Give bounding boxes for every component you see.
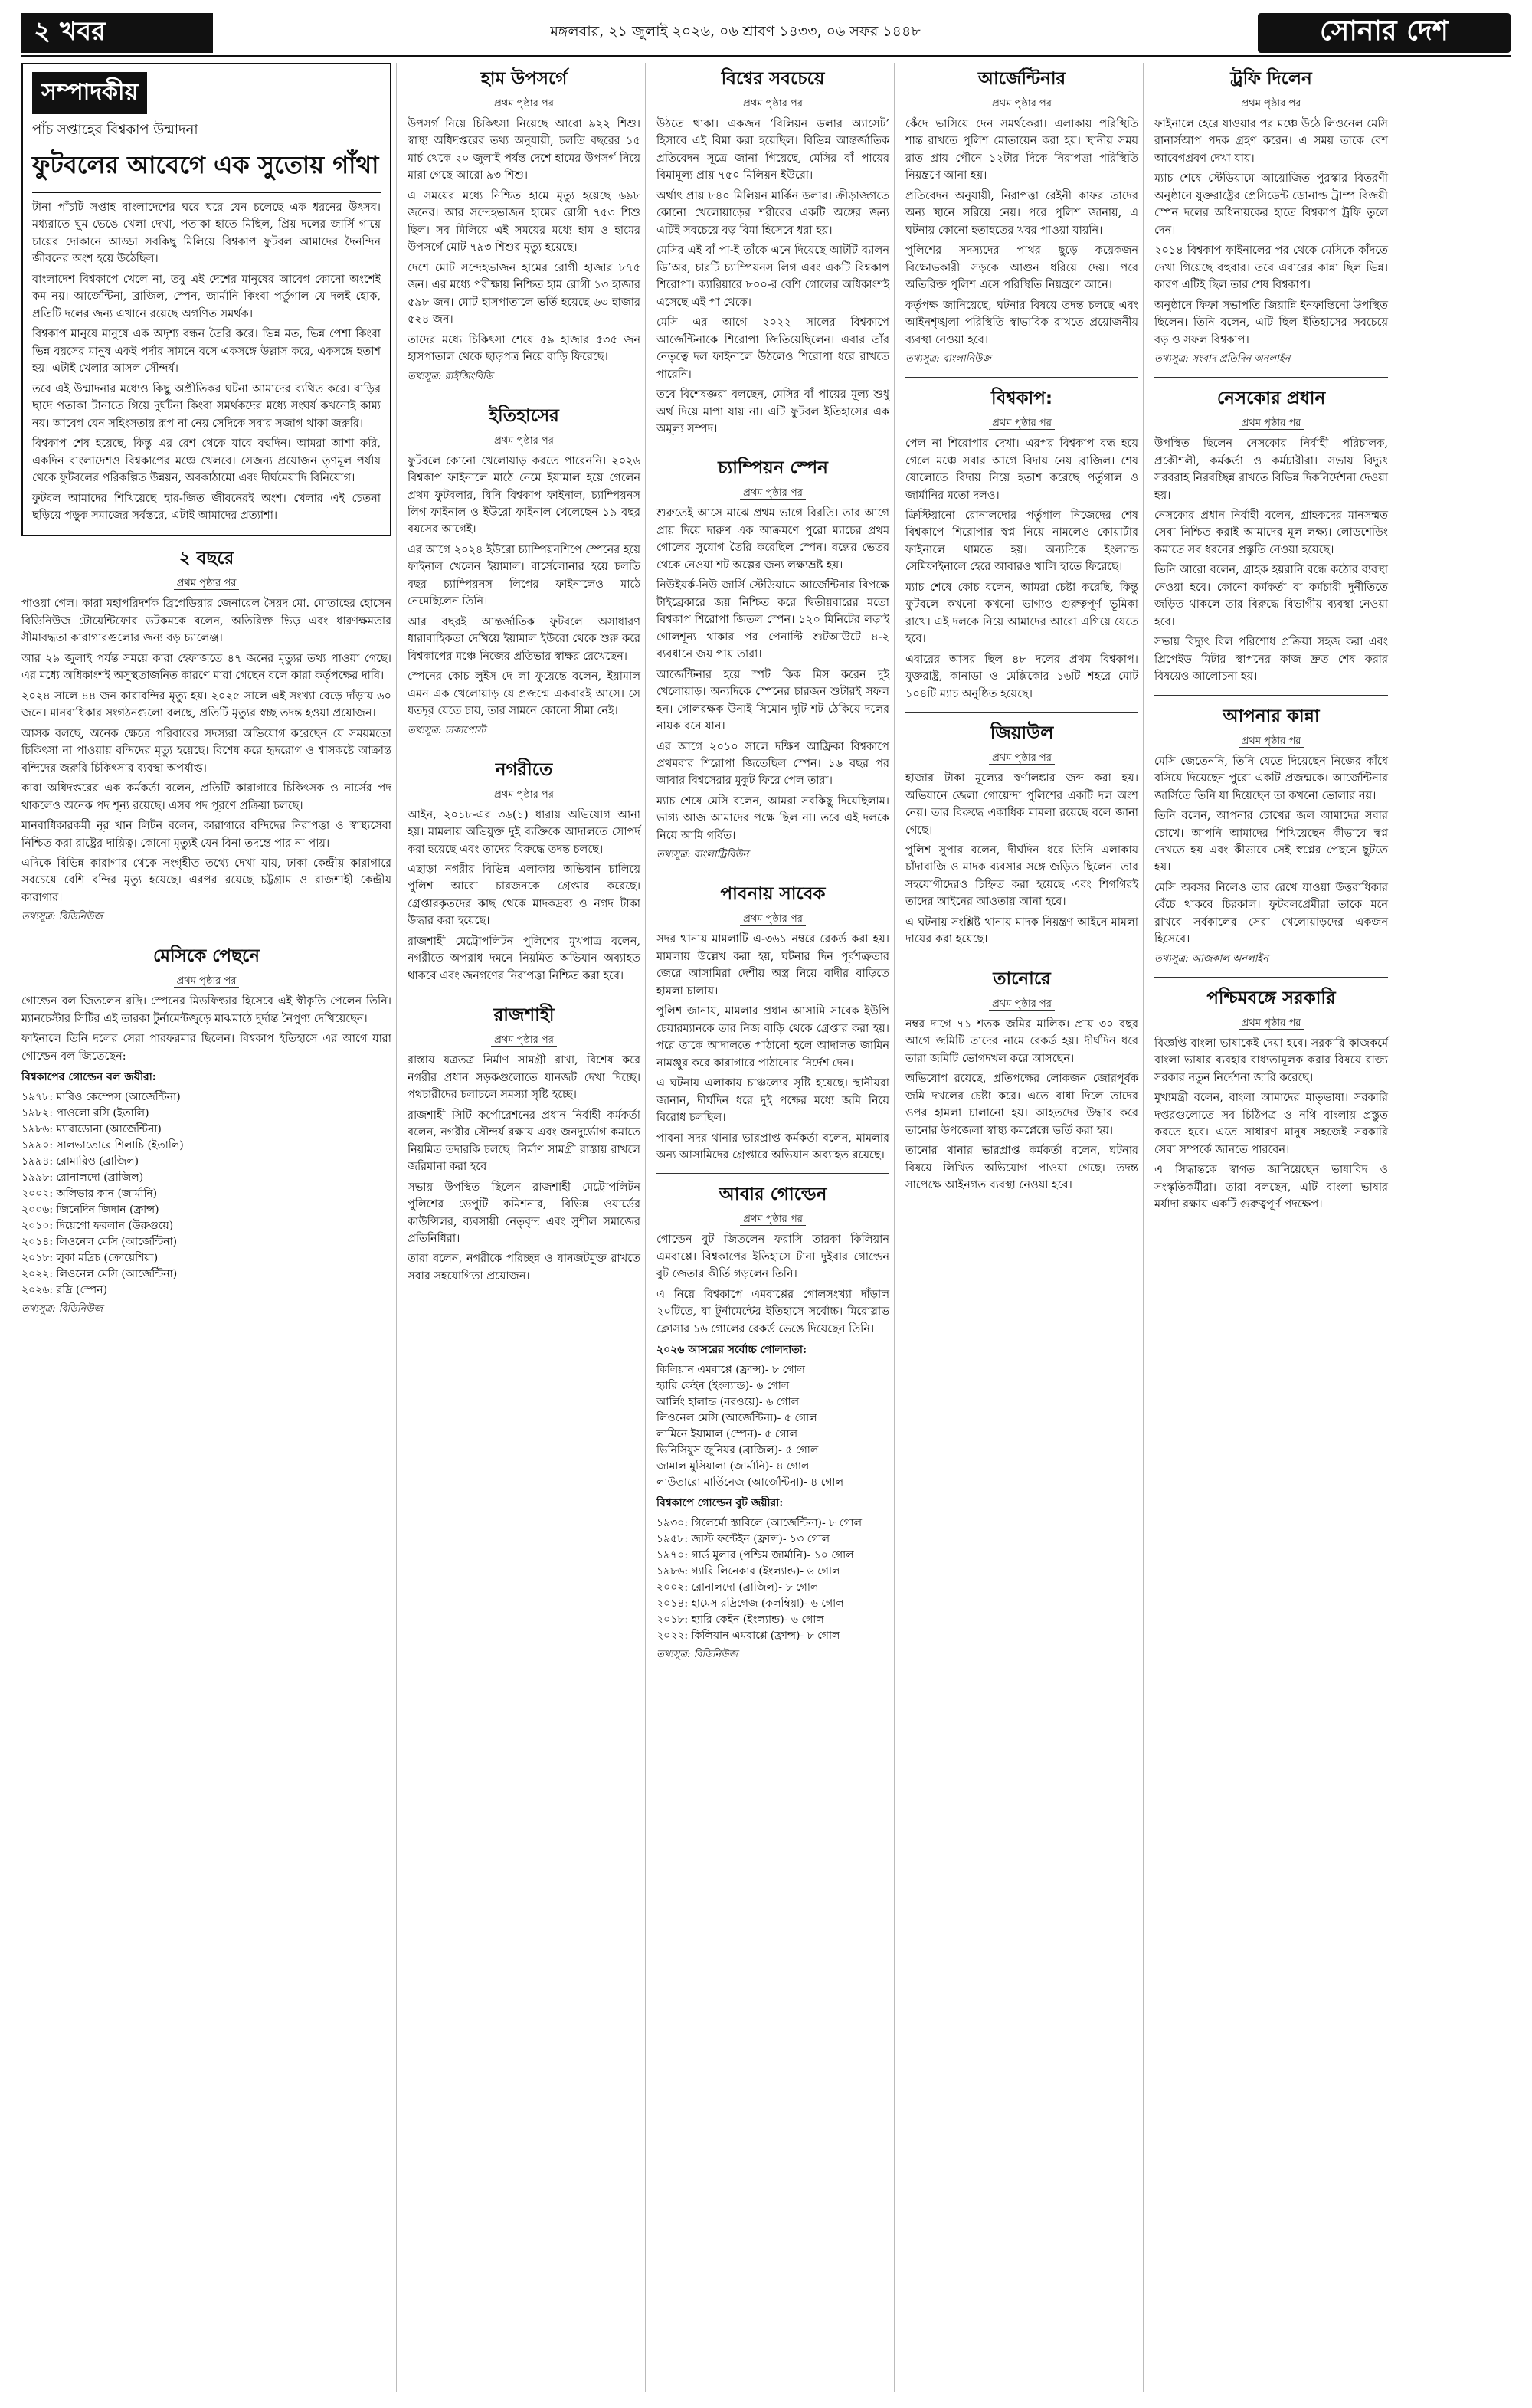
list-item: ১৯৯৪: রোমারিও (ব্রাজিল) [21,1155,139,1168]
article-paragraph: ম্যাচ শেষে স্টেডিয়ামে আয়োজিত পুরস্কার বিতরণী অনুষ্ঠানে যুক্তরাষ্ট্রের প্রেসিডেন্ট ডোনাল্ড ট্রাম্প বিজয়ী স্পেন দলের অধিনায়কের হাতে বিশ্বকাপ ট্রফি তুলে দেন। [1154,172,1388,237]
article-paragraph: মেসি অবসর নিলেও তার রেখে যাওয়া উত্তরাধিকার বেঁচে থাকবে চিরকাল। ফুটবলপ্রেমীরা তাকে মনে রাখবে সর্বকালের সেরা খেলোয়াড়দের একজন হিসেবে। [1154,881,1388,946]
article-paragraph: কর্তৃপক্ষ জানিয়েছে, ঘটনার বিষয়ে তদন্ত চলছে এবং আইনশৃঙ্খলা পরিস্থিতি স্বাভাবিক রাখতে প্রয়োজনীয় ব্যবস্থা নেওয়া হবে। [905,299,1138,346]
article-paragraph: গোল্ডেন বুট জিতলেন ফরাসি তারকা কিলিয়ান এমবাপ্পে। বিশ্বকাপের ইতিহাসে টানা দুইবার গোল্ডেন বুট জেতার কীর্তি গড়লেন তিনি। [656,1233,889,1281]
continued-label: প্রথম পৃষ্ঠার পর [1154,416,1388,432]
article-paragraph: তারা বলেন, নগরীকে পরিচ্ছন্ন ও যানজটমুক্ত রাখতে সবার সহযোগিতা প্রয়োজন। [408,1253,640,1283]
article-paragraph: ম্যাচ শেষে কোচ বলেন, আমরা চেষ্টা করেছি, কিন্তু ফুটবলে কখনো কখনো ভাগ্যও গুরুত্বপূর্ণ ভূমিকা রাখে। এই দলকে নিয়ে আমাদের আরো এগিয়ে যেতে হবে। [905,581,1138,646]
article-paragraph: অভিযোগ রয়েছে, প্রতিপক্ষের লোকজন জোরপূর্বক জমি দখলের চেষ্টা করে। এতে বাধা দিলে তাদের ওপর হামলা চালানো হয়। আহতদের উদ্ধার করে তানোর উপজেলা স্বাস্থ্য কমপ্লেক্সে ভর্তি করা হয়। [905,1073,1138,1137]
continued-label: প্রথম পৃষ্ঠার পর [408,1033,640,1049]
editorial-paragraph: বিশ্বকাপ শেষ হয়েছে, কিন্তু এর রেশ থেকে যাবে বহুদিন। আমরা আশা করি, একদিন বাংলাদেশও বিশ্বকাপের মঞ্চে খেলবে। সেজন্য প্রয়োজন তৃণমূল পর্যায় থেকে ফুটবলের পরিকল্পিত উন্নয়ন, অবকাঠামো এবং দীর্ঘমেয়াদি বিনিয়োগ। [32,437,381,485]
article-paragraph: উঠতে থাকা। একজন ‘বিলিয়ন ডলার অ্যাসেট’ হিসাবে এই বিমা করা হয়েছিল। বিভিন্ন আন্তর্জাতিক প্রতিবেদন সূত্রে জানা গিয়েছে, মেসির বাঁ পায়ের বিমামূল্য প্রায় ৭৫০ মিলিয়ন ইউরো। [656,118,889,182]
article-paragraph: বিজ্ঞপ্তি বাংলা ভাষাকেই দেয়া হবে। সরকারি কাজকর্মে বাংলা ভাষার ব্যবহার বাধ্যতামূলক করার বিষয়ে রাজ্য সরকার নতুন নির্দেশনা জারি করেছে। [1154,1037,1388,1084]
article-headline: আবার গোল্ডেন [719,1184,827,1205]
list-item: জামাল মুসিয়ালা (জার্মানি)- ৪ গোল [656,1460,810,1473]
article-paragraph: মেসি জেতেননি, তিনি যেতে দিয়েছেন নিজের কাঁধে বসিয়ে দিয়েছেন পুরো একটি প্রজন্মকে। আর্জেন্টিনার জার্সিতে তিনি যা দিয়েছেন তা কখনো ভোলার নয়। [1154,755,1388,802]
article-headline: ট্রফি দিলেন [1230,69,1312,89]
article-argentina [905,64,1138,368]
article-worldcup [905,384,1138,703]
article-paragraph: হাজার টাকা মূল্যের স্বর্ণালঙ্কার জব্দ করা হয়। অভিযানে জেলা গোয়েন্দা পুলিশের একটি দল অংশ নেয়। তার বিরুদ্ধে একাধিক মামলা রয়েছে বলে জানা গেছে। [905,772,1138,837]
continued-label: প্রথম পৃষ্ঠার পর [1154,97,1388,113]
article-paragraph: সভায় বিদ্যুৎ বিল পরিশোধ প্রক্রিয়া সহজ করা এবং প্রিপেইড মিটার স্থাপনের কাজ দ্রুত শেষ করার বিষয়েও আলোচনা হয়। [1154,636,1388,683]
article-paragraph: আর বছরই আন্তর্জাতিক ফুটবলে অসাধারণ ধারাবাহিকতা দেখিয়ে ইয়ামাল ইউরো থেকে শুরু করে বিশ্বকাপের মঞ্চে নিজের প্রতিভার স্বাক্ষর রেখেছেন। [408,615,640,663]
article-west-bengal [1154,984,1388,1214]
article-paragraph: এবারের আসর ছিল ৪৮ দলের প্রথম বিশ্বকাপ। যুক্তরাষ্ট্র, কানাডা ও মেক্সিকোর ১৬টি শহরে মোট ১০৪টি ম্যাচ অনুষ্ঠিত হয়েছে। [905,653,1138,700]
list-item: ১৯৮৬: ম্যারাডোনা (আর্জেন্টিনা) [21,1123,162,1136]
list-item: ২০২২: কিলিয়ান এমবাপ্পে (ফ্রান্স)- ৮ গোল [656,1630,840,1643]
article-source: তথ্যসূত্র: সংবাদ প্রতিদিন অনলাইন [1154,353,1291,365]
article-paragraph: ক্রিস্টিয়ানো রোনালদোর পর্তুগাল নিজেদের শেষ বিশ্বকাপে শিরোপার স্বপ্ন নিয়ে নামলেও কোয়ার্টার ফাইনালে থামতে হয়। অন্যদিকে ইংল্যান্ড সেমিফাইনালে হেরে আবারও খালি হাতে ফিরেছে। [905,509,1138,574]
editorial-paragraph: বিশ্বকাপ মানুষে মানুষে এক অদৃশ্য বন্ধন তৈরি করে। ভিন্ন মত, ভিন্ন পেশা কিংবা ভিন্ন বয়সের মানুষ একই পর্দার সামনে বসে একসঙ্গে উল্লাস করে, একসঙ্গে হতাশ হয়। এটাই খেলার আসল সৌন্দর্য। [32,328,381,375]
article-paragraph: আসক বলছে, অনেক ক্ষেত্রে পরিবারের সদস্যরা অভিযোগ করেছেন যে সময়মতো চিকিৎসা না পাওয়ায় বন্দিদের মৃত্যু হয়েছে। বিশেষ করে হৃদরোগ ও শ্বাসকষ্টে আক্রান্ত বন্দিদের জরুরি চিকিৎসার ব্যবস্থা অপর্যাপ্ত। [21,727,391,775]
article-paragraph: ফুটবলে কোনো খেলোয়াড় করতে পারেননি। ২০২৬ বিশ্বকাপ ফাইনালে মাঠে নেমে ইয়ামাল হয়ে গেলেন প্রথম ফুটবলার, যিনি বিশ্বকাপ ফাইনাল, চ্যাম্পিয়নস লিগ ফাইনাল ও ইউরো ফাইনাল খেলেছেন ১৯ বছর বয়সের আগেই। [408,454,640,536]
article-headline: রাজশাহী [493,1005,555,1026]
article-headline: ইতিহাসের [489,405,559,426]
article-paragraph: রাজশাহী সিটি কর্পোরেশনের প্রধান নির্বাহী কর্মকর্তা বলেন, নগরীর সৌন্দর্য রক্ষায় এবং জনদুর্ভোগ কমাতে নিয়মিত তদারকি চলছে। নির্মাণ সামগ্রী রাস্তায় রাখলে জরিমানা করা হবে। [408,1109,640,1174]
article-source: তথ্যসূত্র: বিডিনিউজ [21,1303,103,1315]
article-paragraph: তাদের মধ্যে চিকিৎসা শেষে ৫৯ হাজার ৫৩৫ জন হাসপাতাল থেকে ছাড়পত্র নিয়ে বাড়ি ফিরেছে। [408,333,640,364]
article-paragraph: স্পেনের কোচ লুইস দে লা ফুয়েন্তে বলেন, ইয়ামাল এমন এক খেলোয়াড় যে প্রজন্মে একবারই আসে। সে যতদূর যেতে চায়, তার সামনে কোনো সীমা নেই। [408,670,640,718]
article-paragraph: তবে বিশেষজ্ঞরা বলছেন, মেসির বাঁ পায়ের মূল্য শুধু অর্থ দিয়ে মাপা যায় না। এটি ফুটবল ইতিহাসের এক অমূল্য সম্পদ। [656,388,889,435]
article-paragraph: ফাইনালে তিনি দলের সেরা পারফরমার ছিলেন। বিশ্বকাপ ইতিহাসে এর আগে যারা গোল্ডেন বল জিতেছেন: [21,1033,391,1063]
article-headline: বিশ্বকাপ: [990,388,1053,409]
article-headline: তানোরে [993,968,1051,989]
list-item: ১৯৯০: সালভাতোরে শিলাচি (ইতালি) [21,1139,184,1152]
continued-label: প্রথম পৃষ্ঠার পর [1154,1016,1388,1032]
article-paragraph: নিউইয়র্ক-নিউ জার্সি স্টেডিয়ামে আর্জেন্টিনার বিপক্ষে টাইব্রেকারে জয় নিশ্চিত করে দ্বিতীয়বারের মতো বিশ্বকাপ শিরোপা জিতল স্পেন। ১২০ মিনিটের লড়াই গোলশূন্য থাকার পর পেনাল্টি শুটআউটে ৪-২ ব্যবধানে জয় পায় তারা। [656,579,889,661]
list-item: কিলিয়ান এমবাপ্পে (ফ্রান্স)- ৮ গোল [656,1364,805,1377]
article-headline: জিয়াউল [990,723,1054,744]
list-item: ১৯৭০: গার্ড মুলার (পশ্চিম জার্মানি)- ১০ গোল [656,1549,854,1562]
article-paragraph: পাবনা সদর থানার ভারপ্রাপ্ত কর্মকর্তা বলেন, মামলার অন্য আসামিদের গ্রেপ্তারে অভিযান অব্যাহত রয়েছে। [656,1132,889,1161]
list-item: ২০০২: অলিভার কান (জার্মানি) [21,1188,158,1201]
article-your-tears [1154,702,1388,968]
article-paragraph: মেসি এর আগে ২০২২ সালের বিশ্বকাপে আর্জেন্টিনাকে শিরোপা জিতিয়েছিলেন। এবার তাঁর নেতৃত্বে দল ফাইনালে উঠলেও শিরোপা ধরে রাখতে পারেনি। [656,316,889,381]
paper-logo: সোনার দেশ [1258,13,1511,53]
editorial-paragraph: ফুটবল আমাদের শিখিয়েছে হার-জিত জীবনেরই অংশ। খেলার এই চেতনা ছড়িয়ে পড়ুক সমাজের সর্বস্তরে, এটাই আমাদের প্রত্যাশা। [32,492,381,522]
article-headline: নেসকোর প্রধান [1216,388,1326,409]
continued-label: প্রথম পৃষ্ঠার পর [656,1212,889,1228]
article-paragraph: এ ঘটনায় সংশ্লিষ্ট থানায় মাদক নিয়ন্ত্রণ আইনে মামলা দায়ের করা হয়েছে। [905,916,1138,946]
continued-label: প্রথম পৃষ্ঠার পর [656,486,889,502]
article-source: তথ্যসূত্র: বিডিনিউজ [21,911,103,923]
continued-label: প্রথম পৃষ্ঠার পর [905,97,1138,113]
article-headline: পশ্চিমবঙ্গে সরকারি [1206,988,1336,1008]
article-paragraph: দেশে মোট সন্দেহভাজন হামের রোগী হাজার ৮৭৫ জন। এর মধ্যে পরীক্ষায় নিশ্চিত হাম রোগী ১৩ হাজার ৫৯৮ জন। মোট হাসপাতালে ভর্তি হয়েছে ৬৩ হাজার ৫২৪ জন। [408,261,640,326]
article-paragraph: তানোর থানার ভারপ্রাপ্ত কর্মকর্তা বলেন, ঘটনার বিষয়ে লিখিত অভিযোগ পাওয়া গেছে। তদন্ত সাপেক্ষে আইনগত ব্যবস্থা নেওয়া হবে। [905,1145,1138,1192]
divider [1154,695,1388,696]
continued-label: প্রথম পৃষ্ঠার পর [656,912,889,928]
continued-label: প্রথম পৃষ্ঠার পর [905,751,1138,767]
article-paragraph: কেঁদে ভাসিয়ে দেন সমর্থকেরা। এলাকায় পরিস্থিতি শান্ত রাখতে পুলিশ মোতায়েন করা হয়। স্থানীয় সময় রাত প্রায় পৌনে ১২টার দিকে নিরাপত্তা পরিস্থিতি নিয়ন্ত্রণে আনা হয়। [905,118,1138,182]
list-title: বিশ্বকাপে গোল্ডেন বুট জয়ীরা: [656,1497,784,1510]
top-scorers-list [656,1362,889,1491]
editorial-paragraph: টানা পাঁচটি সপ্তাহ বাংলাদেশের ঘরে ঘরে যেন চলেছে এক ধরনের উৎসব। মধ্যরাতে ঘুম ভেঙে খেলা দেখা, পতাকা হাতে মিছিল, প্রিয় দলের জার্সি গায়ে চায়ের দোকানে আড্ডা সবকিছু মিলিয়ে বিশ্বকাপ ফুটবল আমাদের দৈনন্দিন জীবনের অংশ হয়ে উঠেছিল। [32,201,381,266]
editorial-subhead: পাঁচ সপ্তাহের বিশ্বকাপ উন্মাদনা [32,122,198,138]
article-champion-spain [656,454,889,863]
list-item: লাউতারো মার্তিনেজ (আর্জেন্টিনা)- ৪ গোল [656,1476,844,1489]
article-headline: মেসিকে পেছনে [152,946,260,967]
article-city [408,755,640,985]
article-2-years [21,544,391,926]
article-paragraph: পুলিশ জানায়, মামলার প্রধান আসামি সাবেক ইউপি চেয়ারম্যানকে তার নিজ বাড়ি থেকে গ্রেপ্তার করা হয়। পরে তাকে আদালতে পাঠানো হলে আদালত জামিন নামঞ্জুর করে কারাগারে পাঠানোর নির্দেশ দেন। [656,1005,889,1070]
page-label: ২ খবর [21,13,213,53]
article-paragraph: আর ২৯ জুলাই পর্যন্ত সময়ে কারা হেফাজতে ৪৭ জনের মৃত্যুর তথ্য পাওয়া গেছে। এর মধ্যে অধিকাংশই অসুস্থতাজনিত কারণে মারা গেছেন বলে কারা কর্তৃপক্ষের দাবি। [21,652,391,683]
article-paragraph: কারা অধিদপ্তরের এক কর্মকর্তা বলেন, প্রতিটি কারাগারে চিকিৎসক ও নার্সের পদ থাকলেও অনেক পদ শূন্য রয়েছে। এসব পদ পূরণে প্রক্রিয়া চলছে। [21,782,391,812]
article-paragraph: শুরুতেই আসে মাঝে প্রথম ভাগে বিরতি। তার আগে প্রায় দিয়ে দারুণ এক আক্রমণে পুরো ম্যাচের প্রথম গোলের সুযোগ তৈরি করেছিল স্পেন। বক্সের ভেতর থেকে নেওয়া শট অল্পের জন্য লক্ষ্যভ্রষ্ট হয়। [656,507,889,572]
article-paragraph: ২০২৪ সালে ৪৪ জন কারাবন্দির মৃত্যু হয়। ২০২৫ সালে এই সংখ্যা বেড়ে দাঁড়ায় ৬০ জনে। মানবাধিকার সংগঠনগুলো বলছে, প্রতিটি মৃত্যুর স্বচ্ছ তদন্ত হওয়া প্রয়োজন। [21,690,391,720]
article-paragraph: রাস্তায় যত্রতত্র নির্মাণ সামগ্রী রাখা, বিশেষ করে নগরীর প্রধান সড়কগুলোতে যানজট দেখা দিচ্ছে। পথচারীদের চলাচলে সমস্যা সৃষ্টি হচ্ছে। [408,1054,640,1102]
list-item: ১৯৮২: পাওলো রসি (ইতালি) [21,1107,149,1120]
article-history [408,401,640,739]
continued-label: প্রথম পৃষ্ঠার পর [656,97,889,113]
article-measles [408,64,640,385]
article-paragraph: উপস্থিত ছিলেন নেসকোর নির্বাহী পরিচালক, প্রকৌশলী, কর্মকর্তা ও কর্মচারীরা। সভায় বিদ্যুৎ সরবরাহ নিরবচ্ছিন্ন রাখতে বিভিন্ন দিকনির্দেশনা দেওয়া হয়। [1154,437,1388,502]
article-paragraph: নেসকোর প্রধান নির্বাহী বলেন, গ্রাহকদের মানসম্মত সেবা নিশ্চিত করাই আমাদের মূল লক্ষ্য। লোডশেডিং কমাতে সব ধরনের প্রস্তুতি নেওয়া হয়েছে। [1154,509,1388,556]
article-paragraph: পুলিশের সদস্যদের পাথর ছুড়ে কয়েকজন বিক্ষোভকারী সড়কে আগুন ধরিয়ে দেয়। পরে অতিরিক্ত পুলিশ এসে পরিস্থিতি নিয়ন্ত্রণে আনে। [905,244,1138,292]
article-source: তথ্যসূত্র: আজকাল অনলাইন [1154,952,1269,965]
continued-label: প্রথম পৃষ্ঠার পর [408,788,640,804]
article-source: তথ্যসূত্র: বাংলাট্রিবিউন [656,849,749,861]
article-paragraph: মেসির এই বাঁ পা-ই তাঁকে এনে দিয়েছে আটটি ব্যালন ডি’অর, চারটি চ্যাম্পিয়নস লিগ এবং একটি বিশ্বকাপ শিরোপা। ক্যারিয়ারে ৮০০-র বেশি গোলের অধিকাংশই এসেছে এই পা থেকে। [656,244,889,309]
article-paragraph: তিনি আরো বলেন, গ্রাহক হয়রানি বন্ধে কঠোর ব্যবস্থা নেওয়া হবে। কোনো কর্মকর্তা বা কর্মচারী দুর্নীতিতে জড়িত থাকলে তার বিরুদ্ধে বিভাগীয় ব্যবস্থা নেওয়া হবে। [1154,564,1388,628]
article-paragraph: গোল্ডেন বল জিতলেন রদ্রি। স্পেনের মিডফিল্ডার হিসেবে এই স্বীকৃতি পেলেন তিনি। ম্যানচেস্টার সিটির এই তারকা টুর্নামেন্টজুড়ে মাঝমাঠে দুর্দান্ত নৈপুণ্য দেখিয়েছেন। [21,995,391,1025]
continued-label: প্রথম পৃষ্ঠার পর [1154,734,1388,750]
continued-label: প্রথম পৃষ্ঠার পর [21,576,391,592]
continued-label: প্রথম পৃষ্ঠার পর [408,97,640,113]
article-headline: পাবনায় সাবেক [720,884,826,905]
masthead [21,11,1511,57]
article-paragraph: রাজশাহী মেট্রোপলিটন পুলিশের মুখপাত্র বলেন, নগরীতে অপরাধ দমনে নিয়মিত অভিযান অব্যাহত থাকবে এবং জনগণের নিরাপত্তা নিশ্চিত করা হবে। [408,935,640,982]
article-paragraph: পেল না শিরোপার দেখা। এরপর বিশ্বকাপ বন্ধ হয়ে গেলে মঞ্চে সবার আগে বিদায় নেয় ব্রাজিল। শেষ ষোলোতে বিদায় নিয়ে হতাশ করেছে পর্তুগাল ও জার্মানির মতো দলও। [905,437,1138,502]
article-paragraph: তিনি বলেন, আপনার চোখের জল আমাদের সবার চোখে। আপনি আমাদের শিখিয়েছেন কীভাবে স্বপ্ন দেখতে হয় এবং কীভাবে সেই স্বপ্নের পেছনে ছুটতে হয়। [1154,810,1388,874]
article-nesco [1154,384,1388,686]
list-item: ১৯৩০: গিলের্মো স্তাবিলে (আর্জেন্টিনা)- ৮ গোল [656,1517,863,1530]
article-paragraph: ফাইনালে হেরে যাওয়ার পর মঞ্চে উঠে লিওনেল মেসি রানার্সআপ পদক গ্রহণ করেন। এ সময় তাকে বেশ আবেগপ্রবণ দেখা যায়। [1154,118,1388,165]
list-item: ২০১৪: হামেস রদ্রিগেজ (কলম্বিয়া)- ৬ গোল [656,1597,844,1610]
article-paragraph: ম্যাচ শেষে মেসি বলেন, আমরা সবকিছু দিয়েছিলাম। ভাগ্য আজ আমাদের পক্ষে ছিল না। তবে এই দলকে নিয়ে আমি গর্বিত। [656,794,889,842]
article-headline: ২ বছরে [178,549,234,569]
editorial-label: সম্পাদকীয় [32,72,147,114]
article-paragraph: পাওয়া গেল। কারা মহাপরিদর্শক ব্রিগেডিয়ার জেনারেল সৈয়দ মো. মোতাহের হোসেন বিডিনিউজ টোয়েন্টিফোর ডটকমকে বলেন, অতিরিক্ত ভিড় এবং ধারণক্ষমতার সীমাবদ্ধতা কারাগারগুলোর জন্য বড় চ্যালেঞ্জ। [21,598,391,645]
golden-boot-winners-list [656,1515,889,1644]
article-paragraph: নম্বর দাগে ৭১ শতক জমির মালিক। প্রায় ৩০ বছর আগে জমিটি তাদের নামে রেকর্ড হয়। দীর্ঘদিন ধরে তারা জমিটি ভোগদখল করে আসছেন। [905,1017,1138,1065]
column-4 [905,63,1144,2392]
article-insurance [656,64,889,437]
article-headline: বিশ্বের সবচেয়ে [721,69,825,89]
article-source: তথ্যসূত্র: বাংলানিউজ [905,353,991,365]
article-paragraph: পুলিশ সুপার বলেন, দীর্ঘদিন ধরে তিনি এলাকায় চাঁদাবাজি ও মাদক ব্যবসার সঙ্গে জড়িত ছিলেন। তার সহযোগীদেরও চিহ্নিত করা হয়েছে এবং শিগগিরই তাদের আইনের আওতায় আনা হবে। [905,844,1138,909]
divider [1154,377,1388,378]
list-item: ১৯৮৬: গ্যারি লিনেকার (ইংল্যান্ড)- ৬ গোল [656,1565,840,1578]
article-paragraph: আইন, ২০১৮-এর ৩৬(১) ধারায় অভিযোগ আনা হয়। মামলায় অভিযুক্ত দুই ব্যক্তিকে আদালতে সোপর্দ করা হয়েছে এবং তাদের বিরুদ্ধে তদন্ত চলছে। [408,808,640,856]
article-ziaul [905,719,1138,948]
list-item: হ্যারি কেইন (ইংল্যান্ড)- ৬ গোল [656,1380,790,1393]
list-item: ১৯৫৮: জাস্ট ফন্টেইন (ফ্রান্স)- ১৩ গোল [656,1533,830,1546]
article-paragraph: অনুষ্ঠানে ফিফা সভাপতি জিয়ান্নি ইনফান্তিনো উপস্থিত ছিলেন। তিনি বলেন, এটি ছিল ইতিহাসের সবচেয়ে বড় ও সফল বিশ্বকাপ। [1154,299,1388,346]
divider [905,712,1138,713]
article-source: তথ্যসূত্র: ঢাকাপোস্ট [408,724,486,736]
list-item: ২০১৪: লিওনেল মেসি (আর্জেন্টিনা) [21,1236,178,1249]
list-item: ভিনিসিয়ুস জুনিয়র (ব্রাজিল)- ৫ গোল [656,1444,819,1457]
column-5 [1154,63,1393,2392]
column-3 [656,63,895,2392]
article-golden-boot [656,1180,889,1663]
article-messi [21,942,391,1318]
article-paragraph: এদিকে বিভিন্ন কারাগার থেকে সংগৃহীত তথ্যে দেখা যায়, ঢাকা কেন্দ্রীয় কারাগারে সবচেয়ে বেশি বন্দির মৃত্যু হয়েছে। এরপর রয়েছে চট্টগ্রাম ও রাজশাহী কেন্দ্রীয় কারাগার। [21,857,391,904]
article-headline: আপনার কান্না [1223,706,1320,726]
editorial-paragraph: বাংলাদেশ বিশ্বকাপে খেলে না, তবু এই দেশের মানুষের আবেগ কোনো অংশেই কম নয়। আর্জেন্টিনা, ব্রাজিল, স্পেন, জার্মানি কিংবা পর্তুগাল যে দলই হোক, প্রতিটি দলের জন্য এখানে রয়েছে অগণিত সমর্থক। [32,273,381,320]
article-pabna [656,880,889,1164]
article-paragraph: আর্জেন্টিনার হয়ে স্পট কিক মিস করেন দুই খেলোয়াড়। অন্যদিকে স্পেনের চারজন শুটারই সফল হন। গোলরক্ষক উনাই সিমোন দুটি শট ঠেকিয়ে দলের নায়ক বনে যান। [656,668,889,733]
divider [905,377,1138,378]
article-paragraph: উপসর্গ নিয়ে চিকিৎসা নিয়েছে আরো ৯২২ শিশু। স্বাস্থ্য অধিদপ্তরের তথ্য অনুযায়ী, চলতি বছরের ১৫ মার্চ থেকে ২০ জুলাই পর্যন্ত দেশে হামের উপসর্গ নিয়ে মারা গেছে আরো ৯৩ শিশু। [408,118,640,182]
article-paragraph: এছাড়া নগরীর বিভিন্ন এলাকায় অভিযান চালিয়ে পুলিশ আরো চারজনকে গ্রেপ্তার করেছে। গ্রেপ্তারকৃতদের কাছ থেকে মাদকদ্রব্য ও নগদ টাকা উদ্ধার করা হয়েছে। [408,863,640,928]
article-headline: হাম উপসর্গে [480,69,568,89]
article-paragraph: মানবাধিকারকর্মী নূর খান লিটন বলেন, কারাগারে বন্দিদের নিরাপত্তা ও স্বাস্থ্যসেবা নিশ্চিত করা রাষ্ট্রের দায়িত্ব। কোনো মৃত্যুই যেন বিনা তদন্তে পার না পায়। [21,820,391,850]
article-headline: নগরীতে [495,759,553,780]
divider [1154,977,1388,978]
article-rajshahi [408,1001,640,1285]
list-item: ২০২৬: রদ্রি (স্পেন) [21,1284,108,1297]
article-paragraph: এ সিদ্ধান্তকে স্বাগত জানিয়েছেন ভাষাবিদ ও সংস্কৃতিকর্মীরা। তারা বলছেন, এটি বাংলা ভাষার মর্যাদা রক্ষায় একটি গুরুত্বপূর্ণ পদক্ষেপ। [1154,1164,1388,1211]
article-source: তথ্যসূত্র: বিডিনিউজ [656,1649,738,1661]
editorial-headline: ফুটবলের আবেগে এক সুতোয় গাঁথা [32,146,381,193]
article-paragraph: এর আগে ২০২৪ ইউরো চ্যাম্পিয়নশিপে স্পেনের হয়ে ফাইনাল খেলেন ইয়ামাল। বার্সেলোনার হয়ে চলতি বছর চ্যাম্পিয়নস লিগের ফাইনালেও মাঠে নেমেছিলেন তিনি। [408,543,640,608]
article-paragraph: এ নিয়ে বিশ্বকাপে এমবাপ্পের গোলসংখ্যা দাঁড়াল ২০টিতে, যা টুর্নামেন্টের ইতিহাসে সর্বোচ্চ। মিরোস্লাভ ক্লোসার ১৬ গোলের রেকর্ড ভেঙে দিয়েছেন তিনি। [656,1288,889,1335]
list-item: আর্লিং হালান্ড (নরওয়ে)- ৬ গোল [656,1396,800,1409]
column-2 [408,63,646,2392]
article-paragraph: প্রতিবেদন অনুযায়ী, নিরাপত্তা রেইনী কাফর তাদের অন্য স্থানে সরিয়ে নেয়। পরে পুলিশ জানায়, এ ঘটনায় কোনো হতাহতের খবর পাওয়া যায়নি। [905,189,1138,237]
list-item: ২০১৮: হ্যারি কেইন (ইংল্যান্ড)- ৬ গোল [656,1614,824,1627]
page-body [21,63,1511,2392]
editorial-box [21,63,391,536]
date-line: মঙ্গলবার, ২১ জুলাই ২০২৬, ০৬ শ্রাবণ ১৪৩৩, ০৬ সফর ১৪৪৮ [550,23,921,40]
list-item: ২০০৬: জিনেদিন জিদান (ফ্রান্স) [21,1204,159,1217]
continued-label: প্রথম পৃষ্ঠার পর [905,997,1138,1013]
article-source: তথ্যসূত্র: রাইজিংবিডি [408,370,493,382]
article-headline: চ্যাম্পিয়ন স্পেন [718,458,828,479]
article-tanore [905,965,1138,1194]
list-item: ১৯৭৮: মারিও কেম্পেস (আর্জেন্টিনা) [21,1091,181,1104]
article-paragraph: ২০১৪ বিশ্বকাপ ফাইনালের পর থেকে মেসিকে কাঁদতে দেখা গিয়েছে বহুবার। তবে এবারের কান্না ছিল ভিন্ন। কারণ এটিই ছিল তার শেষ বিশ্বকাপ। [1154,244,1388,292]
list-title: ২০২৬ আসরের সর্বোচ্চ গোলদাতা: [656,1344,807,1357]
list-item: ২০০২: রোনালদো (ব্রাজিল)- ৮ গোল [656,1581,819,1594]
list-item: লিওনেল মেসি (আর্জেন্টিনা)- ৫ গোল [656,1412,817,1425]
article-paragraph: মুখ্যমন্ত্রী বলেন, বাংলা আমাদের মাতৃভাষা। সরকারি দপ্তরগুলোতে সব চিঠিপত্র ও নথি বাংলায় প্রস্তুত করতে হবে। এতে সাধারণ মানুষ সহজেই সরকারি সেবা সম্পর্কে জানতে পারবেন। [1154,1092,1388,1156]
article-headline: আর্জেন্টিনার [977,69,1066,89]
article-paragraph: এ সময়ের মধ্যে নিশ্চিত হামে মৃত্যু হয়েছে ৬৯৮ জনের। আর সন্দেহভাজন হামের রোগী ৭৫৩ শিশু ছিল। সব মিলিয়ে এই সময়ের মধ্যে হাম ও হামের উপসর্গে মোট ৭৯৩ শিশুর মৃত্যু হয়েছে। [408,189,640,254]
continued-label: প্রথম পৃষ্ঠার পর [905,416,1138,432]
article-paragraph: এ ঘটনায় এলাকায় চাঞ্চল্যের সৃষ্টি হয়েছে। স্থানীয়রা জানান, দীর্ঘদিন ধরে দুই পক্ষের মধ্যে জমি নিয়ে বিরোধ চলছিল। [656,1077,889,1125]
editorial-paragraph: তবে এই উন্মাদনার মধ্যেও কিছু অপ্রীতিকর ঘটনা আমাদের ব্যথিত করে। বাড়ির ছাদে পতাকা টানাতে গিয়ে দুর্ঘটনা কিংবা সমর্থকদের মধ্যে সংঘর্ষ কখনোই কাম্য নয়। আবেগ যেন সহিংসতায় রূপ না নেয় সেদিকে সবার সজাগ থাকা জরুরি। [32,382,381,430]
column-1 [21,63,397,2392]
continued-label: প্রথম পৃষ্ঠার পর [21,974,391,990]
article-paragraph: সদর থানায় মামলাটি এ-৩৬১ নম্বরে রেকর্ড করা হয়। মামলায় উল্লেখ করা হয়, ঘটনার দিন পূর্বশত্রুতার জেরে আসামিরা দেশীয় অস্ত্র নিয়ে বাদীর বাড়িতে হামলা চালায়। [656,933,889,998]
list-item: ১৯৯৮: রোনালদো (ব্রাজিল) [21,1171,144,1184]
list-item: লামিনে ইয়ামাল (স্পেন)- ৫ গোল [656,1428,798,1441]
golden-ball-list [21,1089,391,1299]
article-paragraph: সভায় উপস্থিত ছিলেন রাজশাহী মেট্রোপলিটন পুলিশের ডেপুটি কমিশনার, বিভিন্ন ওয়ার্ডের কাউন্সিলর, ব্যবসায়ী নেতৃবৃন্দ এবং সুশীল সমাজের প্রতিনিধিরা। [408,1181,640,1245]
list-item: ২০২২: লিওনেল মেসি (আর্জেন্টিনা) [21,1268,178,1281]
list-item: ২০১৮: লুকা মদ্রিচ (ক্রোয়েশিয়া) [21,1252,159,1265]
article-trophy [1154,64,1388,368]
list-title: বিশ্বকাপের গোল্ডেন বল জয়ীরা: [21,1071,156,1084]
article-paragraph: এর আগে ২০১০ সালে দক্ষিণ আফ্রিকা বিশ্বকাপে প্রথমবার শিরোপা জিতেছিল স্পেন। ১৬ বছর পর আবার বিশ্বসেরার মুকুট ফিরে পেল তারা। [656,740,889,788]
divider [656,1173,889,1174]
article-paragraph: অর্থাৎ প্রায় ৮৪০ মিলিয়ন মার্কিন ডলার। ক্রীড়াজগতে কোনো খেলোয়াড়ের শরীরের একটি অঙ্গের জন্য এটিই সবচেয়ে বড় বিমা হিসেবে ধরা হয়। [656,189,889,237]
list-item: ২০১০: দিয়েগো ফরলান (উরুগুয়ে) [21,1220,174,1233]
continued-label: প্রথম পৃষ্ঠার পর [408,434,640,450]
